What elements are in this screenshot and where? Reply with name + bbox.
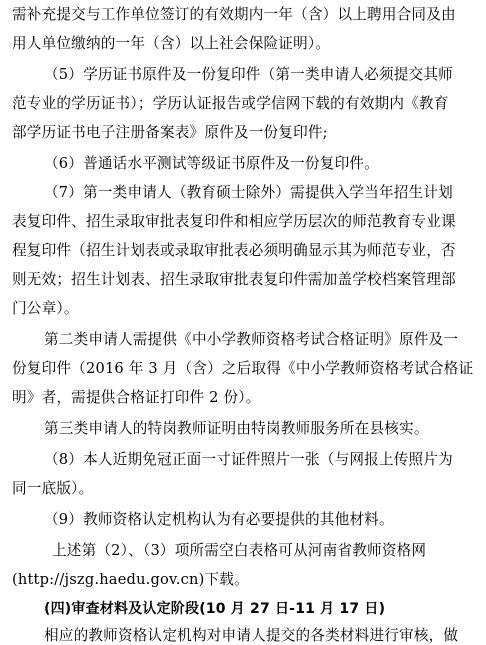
forms-note-line-1: 上述第（2）、（3）项所需空白表格可从河南省教师资格网 bbox=[52, 542, 427, 559]
section-body-line: 相应的教师资格认定机构对申请人提交的各类材料进行审核，做 bbox=[44, 627, 459, 644]
item-5-line-1: （5）学历证书原件及一份复印件（第一类申请人必须提交其师 bbox=[44, 66, 453, 83]
text-line-1: 需补充提交与工作单位签订的有效期内一年（含）以上聘用合同及由 bbox=[12, 6, 456, 23]
item-7-line-2: 表复印件、招生录取审批表复印件和相应学历层次的师范教育专业课 bbox=[12, 213, 456, 230]
second-class-line-1: 第二类申请人需提供《中小学教师资格考试合格证明》原件及一 bbox=[44, 331, 459, 348]
third-class-line: 第三类申请人的特岗教师证明由特岗教师服务所在县核实。 bbox=[44, 420, 429, 437]
item-8-line-1: （8）本人近期免冠正面一寸证件照片一张（与网报上传照片为 bbox=[44, 451, 453, 468]
text-line-2: 用人单位缴纳的一年（含）以上社会保险证明）。 bbox=[12, 35, 331, 52]
second-class-line-2: 份复印件（2016 年 3 月（含）之后取得《中小学教师资格考试合格证 bbox=[12, 360, 474, 377]
item-7-line-3: 程复印件（招生计划表或录取审批表必须明确显示其为师范专业，否 bbox=[12, 242, 456, 259]
forms-note-url-line: (http://jszg.haedu.gov.cn)下载。 bbox=[12, 571, 249, 588]
second-class-line-3: 明》者，需提供合格证打印件 2 份）。 bbox=[12, 389, 261, 406]
item-5-line-2: 范专业的学历证书）；学历认证报告或学信网下载的有效期内《教育 bbox=[12, 95, 449, 112]
item-9-line: （9）教师资格认定机构认为有必要提供的其他材料。 bbox=[44, 511, 394, 528]
item-7-line-4: 则无效；招生计划表、招生录取审批表复印件需加盖学校档案管理部 bbox=[12, 271, 456, 288]
item-8-line-2: 同一底版）。 bbox=[12, 480, 94, 497]
item-7-line-5: 门公章）。 bbox=[12, 300, 79, 317]
item-5-line-3: 部学历证书电子注册备案表》原件及一份复印件; bbox=[12, 124, 328, 141]
section-heading: (四)审查材料及认定阶段(10 月 27 日-11 月 17 日) bbox=[44, 601, 386, 617]
item-6-line: （6）普通话水平测试等级证书原件及一份复印件。 bbox=[44, 155, 379, 172]
item-7-line-1: （7）第一类申请人（教育硕士除外）需提供入学当年招生计划 bbox=[44, 184, 453, 201]
